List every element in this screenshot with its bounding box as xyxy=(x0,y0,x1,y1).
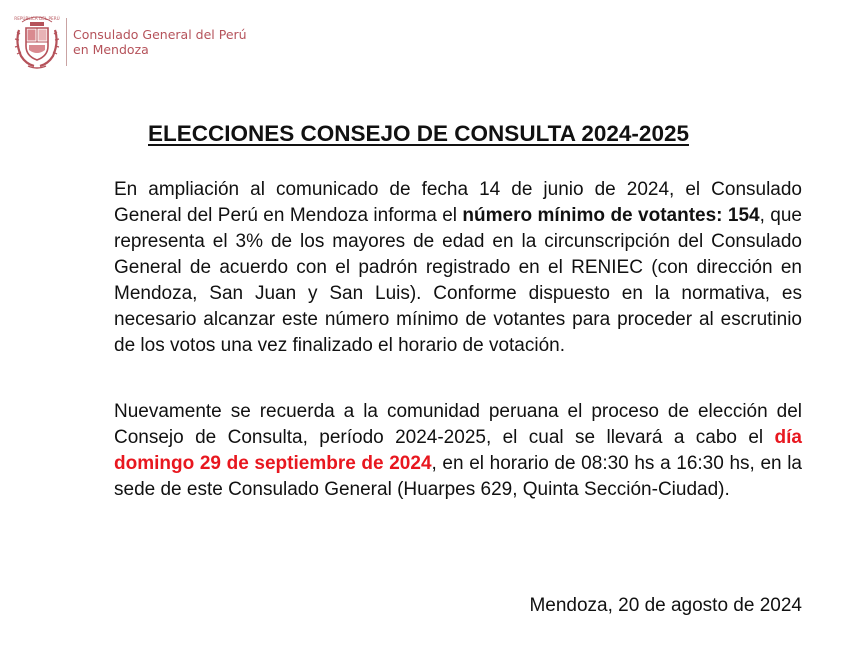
document-title: ELECCIONES CONSEJO DE CONSULTA 2024-2025 xyxy=(148,121,689,146)
paragraph-1-text-a: En ampliación al comunicado de fecha 14 de junio de 2024, el Consulado General del Perú en Mendoza informa el xyxy=(114,179,802,226)
paragraph-2-text-b: , en el horario de 08:30 hs a 16:30 hs, en la sede de este Consulado General (Huarpes 629, Quinta Sección-Ciudad). xyxy=(114,453,802,500)
consulate-name-line1: Consulado General del Perú xyxy=(73,27,247,42)
paragraph-1-text-b: , que representa el 3% de los mayores de edad en la circunscripción del Consulado General de acuerdo con el padrón registrado en el RENIEC (con dirección en Mendoza, San Juan y San Luis). Conforme dispuesto en la normativa, es necesario alcanzar este número mínimo de votantes para proceder al escrutinio de los votos una vez finalizado el horario de votación. xyxy=(114,205,802,356)
letterhead-divider xyxy=(66,18,67,66)
paragraph-2 xyxy=(114,399,802,503)
paragraph-2-text-a: Nuevamente se recuerda a la comunidad peruana el proceso de elección del Consejo de Consulta, período 2024-2025, el cual se llevará a cabo el xyxy=(114,401,802,448)
paragraph-1 xyxy=(114,177,802,359)
seal-caption-text: REPÚBLICA DEL PERÚ xyxy=(14,16,60,21)
consulate-name-line2: en Mendoza xyxy=(73,42,149,57)
minimum-voters-emphasis: número mínimo de votantes: 154 xyxy=(462,205,760,226)
consulate-name xyxy=(73,27,247,57)
election-date-highlight: día domingo 29 de septiembre de 2024 xyxy=(114,427,802,474)
letterhead xyxy=(14,12,247,72)
coat-of-arms-icon xyxy=(14,12,60,72)
place-and-date: Mendoza, 20 de agosto de 2024 xyxy=(529,595,802,616)
